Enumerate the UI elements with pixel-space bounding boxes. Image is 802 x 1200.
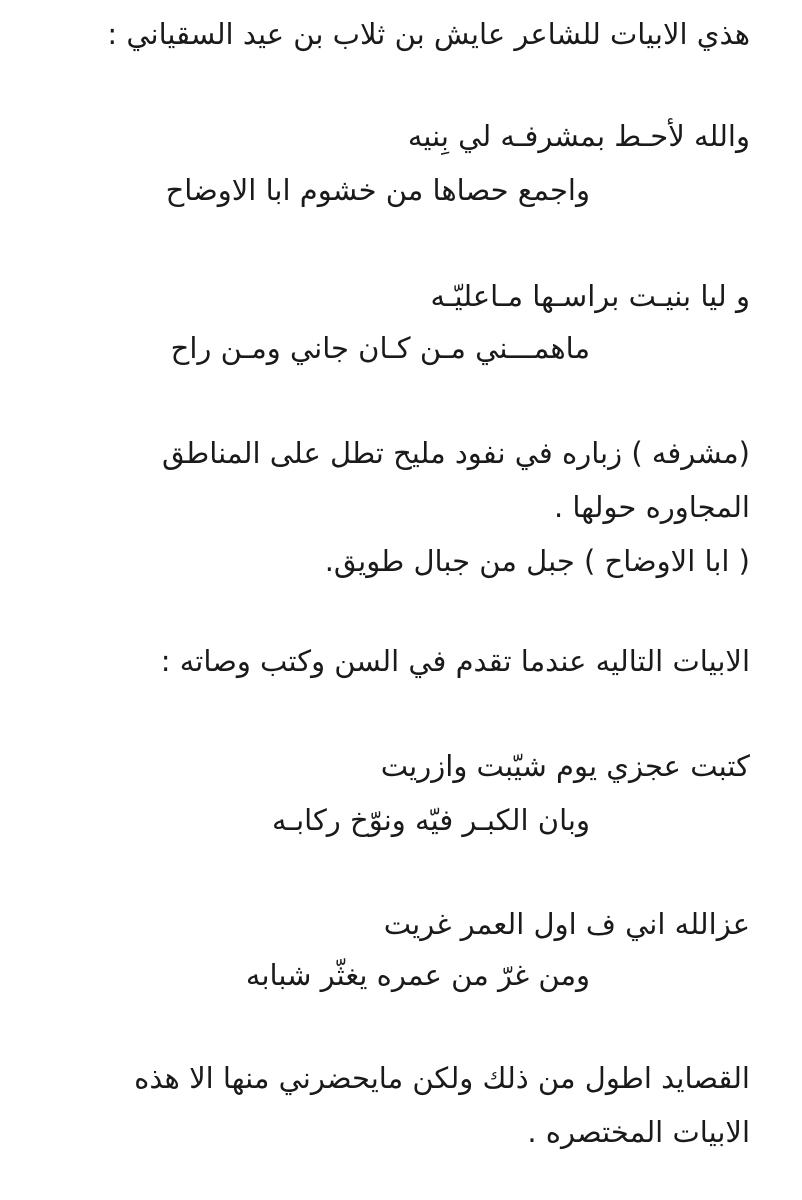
intro-line: هذي الابيات للشاعر عايش بن ثلاب بن عيد السقياني : xyxy=(107,17,750,51)
closing-line-1: القصايد اطول من ذلك ولكن مايحضرني منها الا هذه xyxy=(134,1061,750,1095)
explanation-line-3: ( ابا الاوضاح ) جبل من جبال طويق. xyxy=(324,544,750,578)
explanation-line-1: (مشرفه ) زباره في نفود مليح تطل على المناطق xyxy=(162,436,750,470)
poem2-verse2-second-hemistich: ومن غرّ من عمره يغثّر شبابه xyxy=(245,958,590,992)
poem1-verse1-first-hemistich: والله لأحـط بمشرفـه لي بِنيه xyxy=(407,119,750,153)
explanation-line-2: المجاوره حولها . xyxy=(553,490,750,524)
poem1-verse2-first-hemistich: و ليا بنيـت براسـها مـاعليّـه xyxy=(430,279,750,313)
poem1-verse1-second-hemistich: واجمع حصاها من خشوم ابا الاوضاح xyxy=(165,173,590,207)
poem2-verse1-first-hemistich: كتبت عجزي يوم شيّبت وازريت xyxy=(380,749,750,783)
poem1-verse2-second-hemistich: ماهمـــني مـن كـان جاني ومـن راح xyxy=(170,331,590,365)
intro2-line: الابيات التاليه عندما تقدم في السن وكتب وصاته : xyxy=(160,644,750,678)
closing-line-2: الابيات المختصره . xyxy=(527,1115,750,1149)
poem2-verse2-first-hemistich: عزالله اني ف اول العمر غريت xyxy=(383,907,750,941)
poem2-verse1-second-hemistich: وبان الكبـر فيّه ونوّخ ركابـه xyxy=(272,803,590,837)
